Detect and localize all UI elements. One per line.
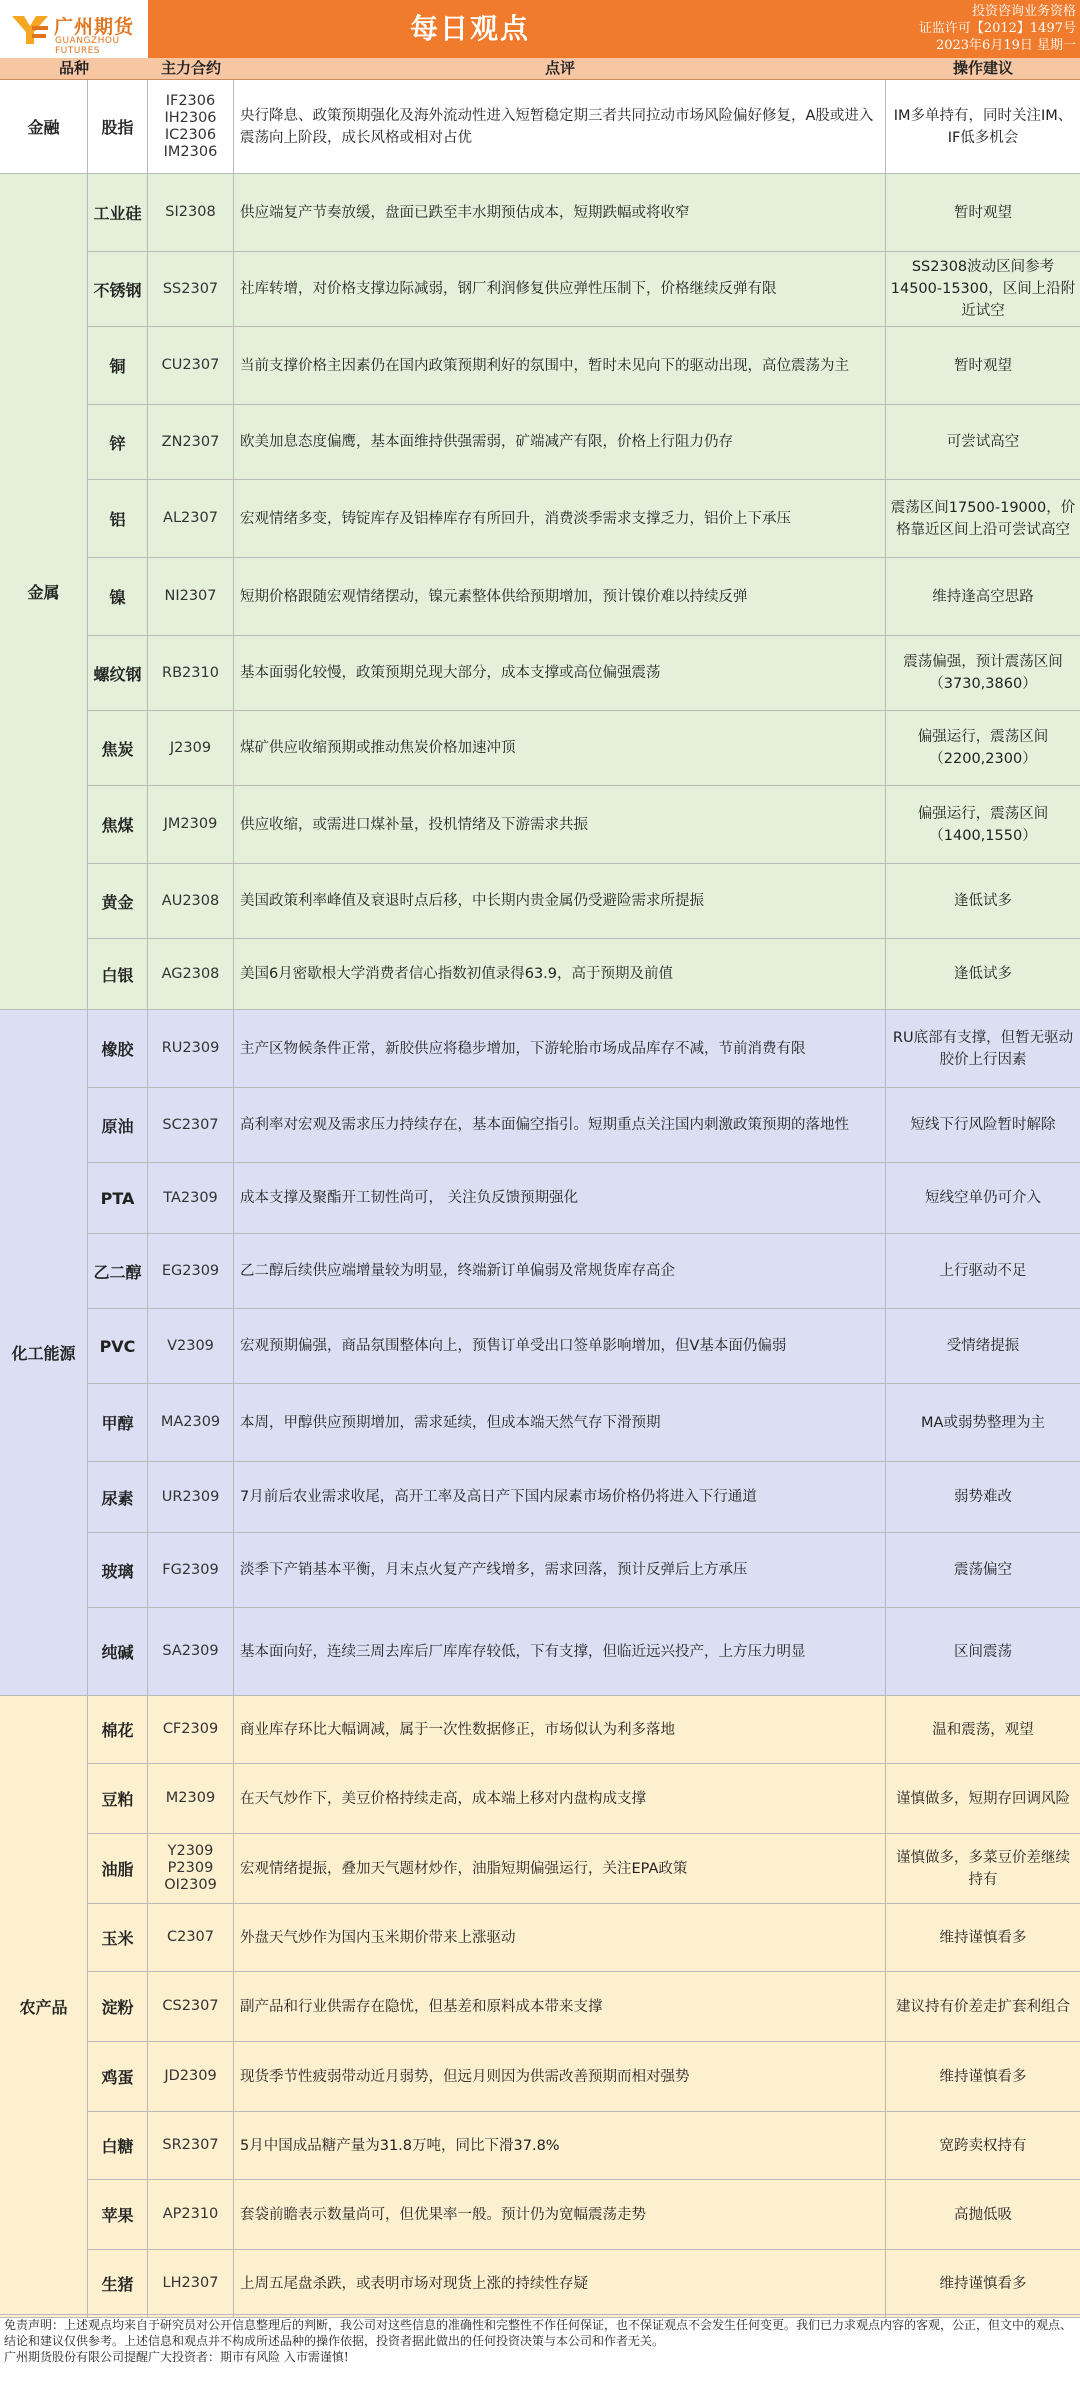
logo-text: 广州期货	[54, 16, 135, 38]
table-row	[88, 80, 1080, 174]
column-header-contract: 主力合约	[160, 59, 221, 77]
trading-advice: 逢低试多	[954, 893, 1012, 909]
commentary: 商业库存环比大幅调减，属于一次性数据修正，市场似认为利多落地	[234, 1696, 886, 1763]
commentary: 供应收缩，或需进口煤补量，投机情绪及下游需求共振	[234, 786, 886, 863]
commentary: 7月前后农业需求收尾，高开工率及高日产下国内尿素市场价格仍将进入下行通道	[234, 1462, 886, 1532]
table-row	[88, 939, 1080, 1010]
contract-code: SS2307	[148, 252, 234, 326]
trading-advice: 暂时观望	[954, 204, 1012, 221]
commentary: 供应端复产节奏放缓，盘面已跌至丰水期预估成本，短期跌幅或将收窄	[234, 174, 886, 251]
contract-code: FG2309	[148, 1533, 234, 1607]
trading-advice: 偏强运行，震荡区间（2200,2300）	[917, 729, 1049, 767]
commodity-name: 不锈钢	[88, 252, 148, 326]
commodity-name: 淀粉	[88, 1972, 148, 2041]
commodity-name: 原油	[88, 1088, 148, 1162]
commentary: 外盘天气炒作为国内玉米期价带来上涨驱动	[234, 1904, 886, 1971]
commodity-name: 甲醇	[88, 1384, 148, 1461]
commodity-name: 豆粕	[88, 1764, 148, 1833]
category-chemicals-energy: 化工能源	[0, 1010, 88, 1696]
divider	[0, 2314, 1080, 2315]
contract-code: AU2308	[148, 864, 234, 938]
trading-advice: IM多单持有，同时关注IM、IF低多机会	[893, 107, 1073, 146]
report-date: 2023年6月19日 星期一	[935, 38, 1076, 53]
table-row	[88, 174, 1080, 252]
table-row	[88, 1904, 1080, 1972]
table-row	[88, 711, 1080, 786]
contract-code: NI2307	[148, 558, 234, 635]
commentary: 基本面向好，连续三周去库后厂库库存较低，下有支撑，但临近远兴投产，上方压力明显	[234, 1608, 886, 1695]
commodity-name: 乙二醇	[88, 1234, 148, 1308]
commodity-name: 铜	[88, 327, 148, 404]
table-row	[88, 1608, 1080, 1696]
commentary: 现货季节性疲弱带动近月弱势，但远月则因为供需改善预期而相对强势	[234, 2042, 886, 2111]
commodity-name: 生猪	[88, 2250, 148, 2317]
contract-code: TA2309	[148, 1163, 234, 1233]
category-agriculture: 农产品	[0, 1696, 88, 2318]
commentary: 美国政策利率峰值及衰退时点后移，中长期内贵金属仍受避险需求所提振	[234, 864, 886, 938]
commodity-name: 白糖	[88, 2112, 148, 2179]
trading-advice: 高抛低吸	[954, 2206, 1012, 2223]
commentary: 欧美加息态度偏鹰，基本面维持供强需弱，矿端减产有限，价格上行阻力仍存	[234, 405, 886, 479]
page-title: 每日观点	[409, 12, 530, 45]
contract-code: SI2308	[148, 174, 234, 251]
contract-code: M2309	[148, 1764, 234, 1833]
contract-code: JM2309	[148, 786, 234, 863]
table-row	[88, 1462, 1080, 1533]
commentary: 乙二醇后续供应端增量较为明显，终端新订单偏弱及常规货库存高企	[234, 1234, 886, 1308]
contract-code: V2309	[148, 1309, 234, 1383]
commentary: 社库转增，对价格支撑边际减弱，钢厂利润修复供应弹性压制下，价格继续反弹有限	[234, 252, 886, 326]
commodity-name: 镍	[88, 558, 148, 635]
trading-advice: SS2308波动区间参考14500-15300，区间上沿附近试空	[890, 259, 1076, 319]
commodity-name: 鸡蛋	[88, 2042, 148, 2111]
trading-advice: MA或弱势整理为主	[921, 1414, 1045, 1431]
table-row	[88, 1696, 1080, 1764]
contract-code: SA2309	[148, 1608, 234, 1695]
commodity-name: 焦炭	[88, 711, 148, 785]
commentary: 当前支撑价格主因素仍在国内政策预期利好的氛围中，暂时未见向下的驱动出现，高位震荡为主	[234, 327, 886, 404]
logo	[0, 0, 148, 58]
table-row	[88, 1309, 1080, 1384]
commodity-name: PTA	[88, 1163, 148, 1233]
table-row	[88, 1764, 1080, 1834]
table-row	[88, 1834, 1080, 1904]
contract-code: CU2307	[148, 327, 234, 404]
table-row	[88, 2042, 1080, 2112]
commodity-name: 黄金	[88, 864, 148, 938]
table-row	[88, 1010, 1080, 1088]
table-row	[88, 252, 1080, 327]
commentary: 套袋前瞻表示数量尚可，但优果率一般。预计仍为宽幅震荡走势	[234, 2180, 886, 2249]
commentary: 短期价格跟随宏观情绪摆动，镍元素整体供给预期增加，预计镍价难以持续反弹	[234, 558, 886, 635]
trading-advice: 短线下行风险暂时解除	[910, 1117, 1056, 1133]
column-header-category: 品种	[58, 59, 89, 77]
commentary: 副产品和行业供需存在隐忧，但基差和原料成本带来支撑	[234, 1972, 886, 2041]
license-info	[919, 3, 1076, 54]
contract-code: ZN2307	[148, 405, 234, 479]
table-row	[88, 2180, 1080, 2250]
column-header-comment: 点评	[544, 59, 575, 77]
table-row	[88, 1234, 1080, 1309]
commodity-name: 锌	[88, 405, 148, 479]
trading-advice: 宽跨卖权持有	[939, 2137, 1027, 2154]
commodity-name: 油脂	[88, 1834, 148, 1903]
commentary: 在天气炒作下，美豆价格持续走高，成本端上移对内盘构成支撑	[234, 1764, 886, 1833]
trading-advice: 维持谨慎看多	[939, 2068, 1027, 2085]
commodity-name: 纯碱	[88, 1608, 148, 1695]
commentary: 成本支撑及聚酯开工韧性尚可， 关注负反馈预期强化	[234, 1163, 886, 1233]
table-row	[88, 480, 1080, 558]
commodity-name: 橡胶	[88, 1010, 148, 1087]
contract-code: EG2309	[148, 1234, 234, 1308]
table-row	[88, 1972, 1080, 2042]
trading-advice: 震荡区间17500-19000，价格靠近区间上沿可尝试高空	[890, 499, 1076, 538]
table-row	[88, 558, 1080, 636]
table-row	[88, 636, 1080, 711]
column-header	[0, 58, 1080, 80]
trading-advice: 上行驱动不足	[939, 1263, 1027, 1279]
contract-code: AP2310	[148, 2180, 234, 2249]
contract-code: AG2308	[148, 939, 234, 1009]
table-row	[88, 864, 1080, 939]
commentary: 美国6月密歇根大学消费者信心指数初值录得63.9，高于预期及前值	[234, 939, 886, 1009]
category-metals: 金属	[0, 174, 88, 1010]
commentary: 淡季下产销基本平衡，月末点火复产产线增多，需求回落，预计反弹后上方承压	[234, 1533, 886, 1607]
contract-code: J2309	[148, 711, 234, 785]
commodity-name: 股指	[88, 80, 148, 173]
trading-advice: 偏强运行，震荡区间（1400,1550）	[917, 805, 1049, 844]
contract-code: C2307	[148, 1904, 234, 1971]
trading-advice: 受情绪提振	[946, 1338, 1020, 1354]
trading-advice: 谨慎做多，多菜豆价差继续持有	[896, 1849, 1070, 1888]
contract-code: SC2307	[148, 1088, 234, 1162]
trading-advice: 谨慎做多，短期存回调风险	[896, 1790, 1070, 1807]
table-row	[88, 1088, 1080, 1163]
logo-subtext: GUANGZHOU FUTURES	[55, 36, 120, 56]
commodity-name: 玉米	[88, 1904, 148, 1971]
commentary: 5月中国成品糖产量为31.8万吨，同比下滑37.8%	[234, 2112, 886, 2179]
license-line-1: 投资咨询业务资格	[971, 4, 1076, 19]
trading-advice: 区间震荡	[954, 1643, 1012, 1660]
commentary: 本周，甲醇供应预期增加，需求延续，但成本端天然气存下滑预期	[234, 1384, 886, 1461]
disclaimer: 免责声明：上述观点均来自于研究员对公开信息整理后的判断，我公司对这些信息的准确性和完整性不作任何保证，也不保证观点不会发生任何变更。我们已力求观点内容的客观，公正，但文中的观点、结论和建议仅供参考。上述信息和观点并不构成所述品种的操作依据，投资者据此做出的任何投资决策与本公司和作者无关。 广州期货股份有限公司提醒广大投资者：期市有风险 入市需谨慎!	[4, 2318, 1073, 2364]
trading-advice: 逢低试多	[954, 966, 1012, 982]
license-line-2: 证监许可【2012】1497号	[918, 21, 1076, 36]
section-agriculture	[0, 1696, 1080, 2318]
trading-advice: 维持谨慎看多	[939, 1929, 1027, 1946]
trading-advice: 维持谨慎看多	[939, 2275, 1027, 2292]
trading-advice: 短线空单仍可介入	[925, 1190, 1041, 1206]
contract-code: UR2309	[148, 1462, 234, 1532]
commodity-name: 玻璃	[88, 1533, 148, 1607]
table-row	[88, 786, 1080, 864]
trading-advice: 弱势难改	[954, 1489, 1012, 1505]
trading-advice: 维持逢高空思路	[932, 588, 1034, 605]
commentary: 主产区物候条件正常，新胶供应将稳步增加，下游轮胎市场成品库存不减，节前消费有限	[234, 1010, 886, 1087]
contract-code: IF2306 IH2306 IC2306 IM2306	[148, 80, 234, 173]
contract-code: JD2309	[148, 2042, 234, 2111]
commodity-name: 工业硅	[88, 174, 148, 251]
company-logo-icon	[10, 12, 50, 46]
contract-code: MA2309	[148, 1384, 234, 1461]
table-row	[88, 1533, 1080, 1608]
commodity-name: 棉花	[88, 1696, 148, 1763]
commodity-name: 螺纹钢	[88, 636, 148, 710]
commodity-name: 苹果	[88, 2180, 148, 2249]
commodity-name: 铝	[88, 480, 148, 557]
contract-code: SR2307	[148, 2112, 234, 2179]
commodity-name: 尿素	[88, 1462, 148, 1532]
contract-code: CF2309	[148, 1696, 234, 1763]
trading-advice: 可尝试高空	[946, 434, 1020, 450]
commodity-name: 焦煤	[88, 786, 148, 863]
section-finance	[0, 80, 1080, 174]
trading-advice: 温和震荡，观望	[932, 1721, 1034, 1738]
commentary: 宏观情绪多变，铸锭库存及铝棒库存有所回升，消费淡季需求支撑乏力，铝价上下承压	[234, 480, 886, 557]
trading-advice: 震荡偏强，预计震荡区间（3730,3860）	[903, 654, 1063, 692]
table-row	[88, 1163, 1080, 1234]
commentary: 煤矿供应收缩预期或推动焦炭价格加速冲顶	[234, 711, 886, 785]
category-finance: 金融	[0, 80, 88, 174]
contract-code: RB2310	[148, 636, 234, 710]
section-chemicals-energy	[0, 1010, 1080, 1696]
table-row	[88, 405, 1080, 480]
commentary: 宏观情绪提振，叠加天气题材炒作，油脂短期偏强运行，关注EPA政策	[234, 1834, 886, 1903]
commentary: 基本面弱化较慢，政策预期兑现大部分，成本支撑或高位偏强震荡	[234, 636, 886, 710]
commodity-name: 白银	[88, 939, 148, 1009]
commodity-name: PVC	[88, 1309, 148, 1383]
commentary: 宏观预期偏强，商品氛围整体向上，预售订单受出口签单影响增加，但V基本面仍偏弱	[234, 1309, 886, 1383]
contract-code: Y2309 P2309 OI2309	[148, 1834, 234, 1903]
table-row	[88, 2250, 1080, 2318]
column-header-advice: 操作建议	[952, 59, 1013, 77]
trading-advice: 建议持有价差走扩套利组合	[896, 1998, 1070, 2015]
section-metals	[0, 174, 1080, 1010]
contract-code: CS2307	[148, 1972, 234, 2041]
table-row	[88, 2112, 1080, 2180]
trading-advice: RU底部有支撑，但暂无驱动胶价上行因素	[892, 1029, 1074, 1068]
contract-code: RU2309	[148, 1010, 234, 1087]
commentary: 央行降息、政策预期强化及海外流动性进入短暂稳定期三者共同拉动市场风险偏好修复，A股或进入震荡向上阶段，成长风格或相对占优	[234, 80, 886, 173]
trading-advice: 震荡偏空	[954, 1562, 1012, 1578]
contract-code: LH2307	[148, 2250, 234, 2317]
table-row	[88, 1384, 1080, 1462]
commentary: 上周五尾盘杀跌，或表明市场对现货上涨的持续性存疑	[234, 2250, 886, 2317]
contract-code: AL2307	[148, 480, 234, 557]
commentary: 高利率对宏观及需求压力持续存在，基本面偏空指引。短期重点关注国内刺激政策预期的落地性	[234, 1088, 886, 1162]
header-bar	[0, 0, 1080, 58]
table-row	[88, 327, 1080, 405]
trading-advice: 暂时观望	[954, 357, 1012, 374]
